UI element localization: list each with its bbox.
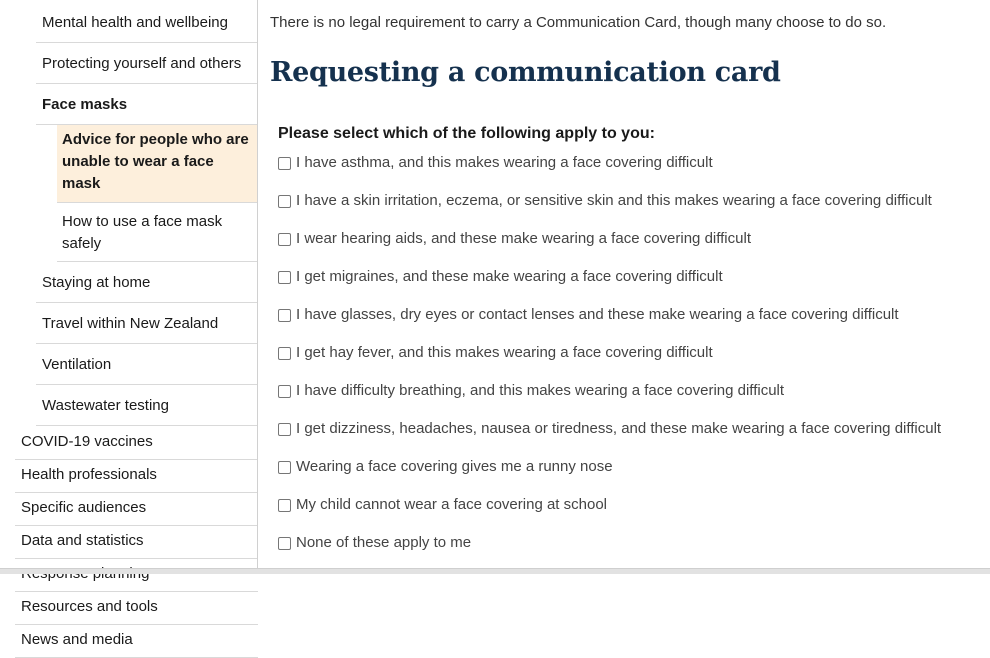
sidebar-item-advice-unable-to-wear[interactable] <box>57 125 258 203</box>
option-label[interactable]: I have a skin irritation, eczema, or sensitive skin and this makes wearing a face covering difficult <box>296 192 932 209</box>
sidebar-item-label[interactable]: Health professionals <box>21 466 157 483</box>
option-runny-nose[interactable] <box>278 457 941 495</box>
sidebar-item-how-to-use-mask[interactable] <box>57 203 258 262</box>
option-migraines[interactable] <box>278 267 941 305</box>
checkbox[interactable] <box>278 461 291 474</box>
option-label[interactable]: I wear hearing aids, and these make wearing a face covering difficult <box>296 230 751 247</box>
sidebar-item-response-planning[interactable] <box>15 559 258 592</box>
sidebar-item-mental-health[interactable] <box>36 0 258 43</box>
sidebar-item-protecting-yourself[interactable] <box>36 43 258 84</box>
sidebar-item-news-media[interactable] <box>15 625 258 658</box>
option-label[interactable]: I get migraines, and these make wearing a face covering difficult <box>296 268 723 285</box>
option-label[interactable]: None of these apply to me <box>296 534 472 551</box>
intro-text: There is no legal requirement to carry a Communication Card, though many choose to do so. <box>270 14 887 31</box>
sidebar-item-label[interactable]: Ventilation <box>42 356 112 373</box>
option-glasses[interactable] <box>278 305 941 343</box>
sidebar-item-health-professionals[interactable] <box>15 460 258 493</box>
sidebar-item-label[interactable]: Resources and tools <box>21 598 158 615</box>
checkbox[interactable] <box>278 423 291 436</box>
option-hearing-aids[interactable] <box>278 229 941 267</box>
option-child-school[interactable] <box>278 495 941 533</box>
checkbox[interactable] <box>278 233 291 246</box>
checkbox[interactable] <box>278 347 291 360</box>
sidebar-item-label[interactable]: Advice for people who are unable to wear a face mask <box>62 131 249 192</box>
sidebar-item-label[interactable]: How to use a face mask safely <box>62 213 223 252</box>
checkbox[interactable] <box>278 271 291 284</box>
horizontal-scrollbar[interactable] <box>0 568 990 574</box>
sidebar-list <box>15 0 258 658</box>
sidebar-item-label[interactable]: Data and statistics <box>21 532 144 549</box>
page-title: Requesting a communication card <box>270 57 781 88</box>
sidebar-item-face-masks[interactable] <box>36 84 258 125</box>
checkbox[interactable] <box>278 537 291 550</box>
option-difficulty-breathing[interactable] <box>278 381 941 419</box>
option-none-apply[interactable] <box>278 533 941 571</box>
option-dizziness[interactable] <box>278 419 941 457</box>
option-list <box>278 153 941 571</box>
option-label[interactable]: Wearing a face covering gives me a runny nose <box>296 458 613 475</box>
sidebar-item-data-statistics[interactable] <box>15 526 258 559</box>
checkbox[interactable] <box>278 499 291 512</box>
sidebar-item-label[interactable]: News and media <box>21 631 133 648</box>
sidebar-item-label[interactable] <box>15 559 258 591</box>
sidebar-item-travel-nz[interactable] <box>36 303 258 344</box>
checkbox[interactable] <box>278 385 291 398</box>
sidebar-item-label[interactable]: COVID-19 vaccines <box>21 433 153 450</box>
option-label[interactable]: I get dizziness, headaches, nausea or tiredness, and these make wearing a face covering difficult <box>296 420 942 437</box>
checkbox[interactable] <box>278 309 291 322</box>
sidebar-item-specific-audiences[interactable] <box>15 493 258 526</box>
sidebar-divider <box>257 0 258 568</box>
sidebar-nav <box>15 0 258 648</box>
option-asthma[interactable] <box>278 153 941 191</box>
sidebar-item-label[interactable]: Mental health and wellbeing <box>42 14 228 31</box>
sidebar-item-covid-vaccines[interactable] <box>15 426 258 460</box>
option-label[interactable]: I have glasses, dry eyes or contact lenses and these make wearing a face covering difficult <box>296 306 899 323</box>
sidebar-item-label[interactable]: Staying at home <box>42 274 151 291</box>
checkbox[interactable] <box>278 157 291 170</box>
sidebar-item-label[interactable]: Protecting yourself and others <box>42 55 242 72</box>
option-label[interactable]: I have asthma, and this makes wearing a face covering difficult <box>296 154 713 171</box>
option-label[interactable]: My child cannot wear a face covering at school <box>296 496 607 513</box>
sidebar-item-staying-at-home[interactable] <box>36 262 258 303</box>
option-skin-irritation[interactable] <box>278 191 941 229</box>
checkbox[interactable] <box>278 195 291 208</box>
sidebar-item-label[interactable]: Specific audiences <box>21 499 147 516</box>
sidebar-item-resources-tools[interactable] <box>15 592 258 625</box>
sidebar-item-label[interactable]: Travel within New Zealand <box>42 315 219 332</box>
question-label: Please select which of the following apply to you: <box>278 125 655 142</box>
option-hay-fever[interactable] <box>278 343 941 381</box>
sidebar-item-wastewater-testing[interactable] <box>36 385 258 426</box>
option-label[interactable]: I get hay fever, and this makes wearing a face covering difficult <box>296 344 713 361</box>
sidebar-item-label[interactable]: Face masks <box>42 96 128 113</box>
sidebar-item-ventilation[interactable] <box>36 344 258 385</box>
option-label[interactable]: I have difficulty breathing, and this makes wearing a face covering difficult <box>296 382 785 399</box>
sidebar-item-label[interactable]: Wastewater testing <box>42 397 169 414</box>
